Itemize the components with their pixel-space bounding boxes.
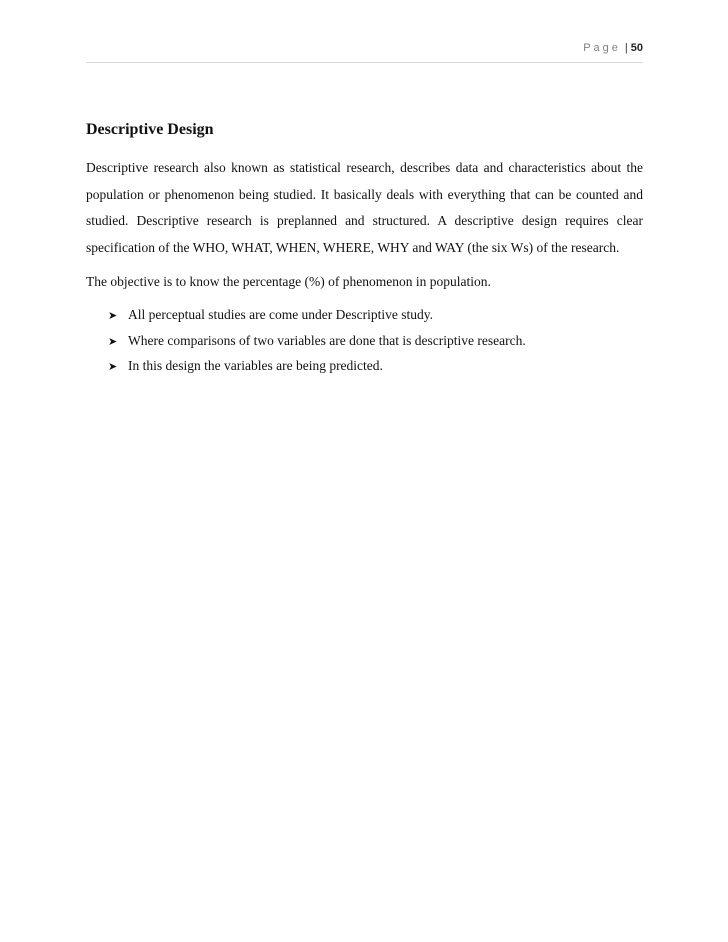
list-item [108,329,643,355]
bullet-list [86,303,643,380]
page-label: Page [583,42,621,54]
page-content [86,118,643,380]
list-item [108,354,643,380]
header-separator: | [624,42,628,54]
section-heading: Descriptive Design [86,121,214,138]
list-item-text: In this design the variables are being predicted. [128,358,383,373]
page-number: 50 [630,42,643,54]
arrow-bullet-icon: ➤ [108,360,118,373]
arrow-bullet-icon: ➤ [108,309,118,322]
list-item-text: All perceptual studies are come under Descriptive study. [128,307,434,322]
list-item-text: Where comparisons of two variables are done that is descriptive research. [128,332,526,348]
objective-paragraph: The objective is to know the percentage (%) of phenomenon in population. [86,274,491,289]
list-item [108,303,643,329]
arrow-bullet-icon: ➤ [108,334,118,348]
body-paragraph: Descriptive research also known as statistical research, describes data and characteristics about the population or phenomenon being studied. It basically deals with everything that can be counted and studied. Descriptive research is preplanned and structured. A descriptive design requires clear specification of the WHO, WHAT, WHEN, WHERE, WHY and WAY (the six Ws) of the research. [86,160,643,255]
page-header [86,42,643,63]
